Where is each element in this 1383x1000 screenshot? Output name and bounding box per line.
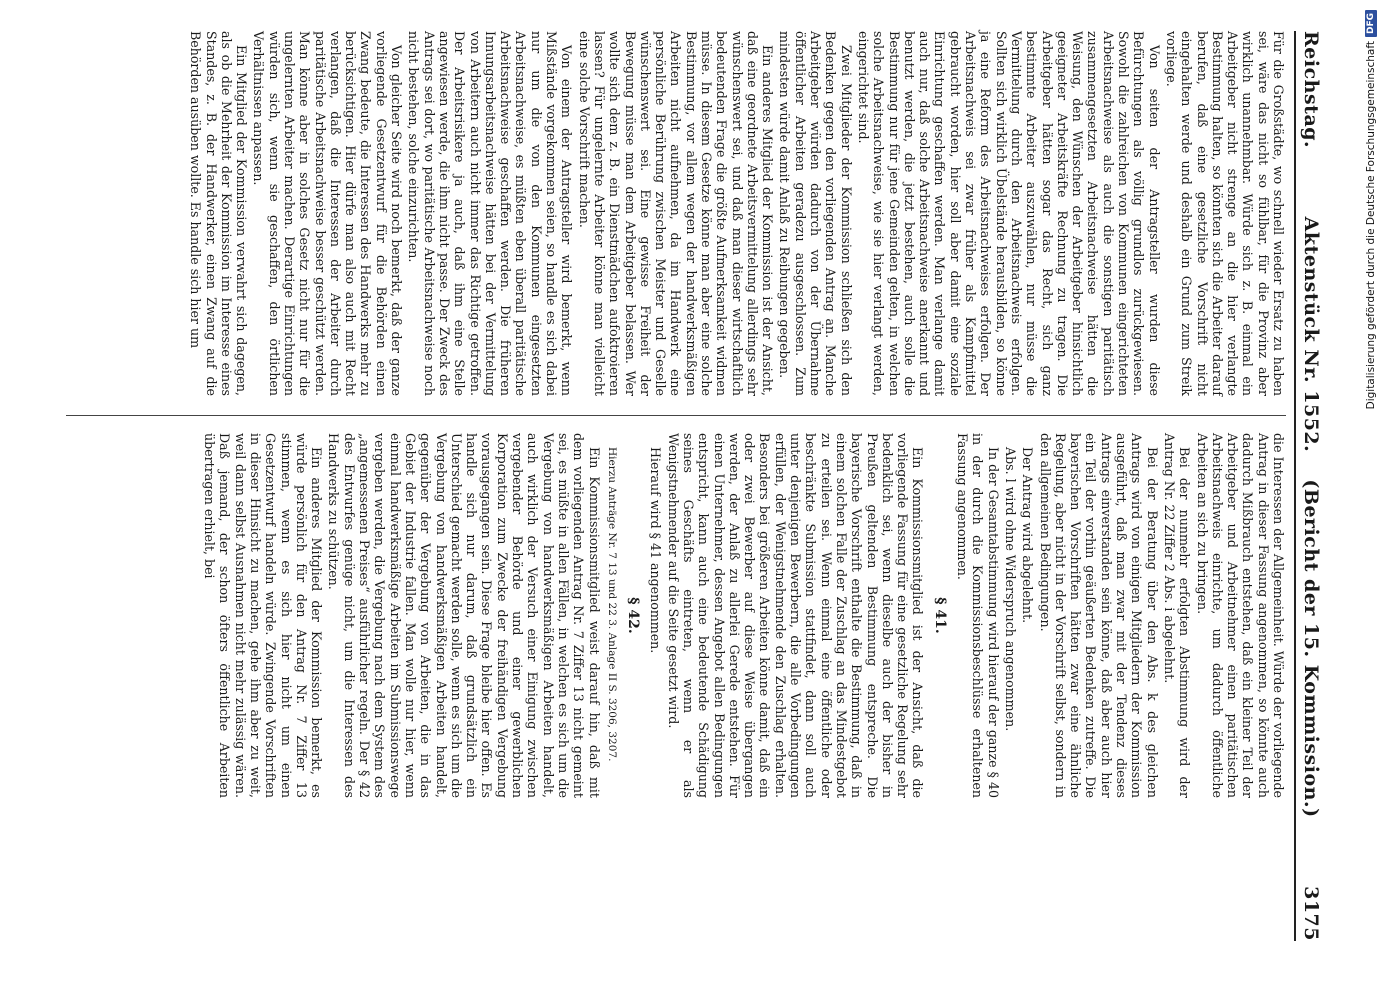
header-document-number: Aktenstück Nr. 1552. xyxy=(1300,216,1322,453)
paragraph: Von einem der Antragsteller wird bemerkt, wenn Mißstände vorgekommen seien, so handle es sich dabei nur um die von den Kommunen eingesetzten Arbeitsnachweise, es müßten eben überall paritätische Arbeitsnachweise geschaffen werden. Die früheren Innungsarbeitsnachweise hätten bei der Vermittelung von Arbeitern auch nicht immer das Richtige getroffen. Der Arbeitsrisikere ja auch, daß ihm eine Stelle angewiesen werde, die ihm nicht passe. Der Zweck des Antrags sei dort, wo paritätische Arbeitsnachweise noch nicht bestehen, solche einzurichten. xyxy=(406,31,575,396)
paragraph: Ein anderes Mitglied der Kommission ist der Ansicht, daß eine geordnete Arbeitsvermittelung allerdings sehr wünschenswert sei, und daß man dieser wirtschaftlich bedeutenden Frage die größte Aufmerksamkeit widmen müsse. In diesem Gesetze könne man aber eine solche Bestimmung, vor allem wegen der handwerksmäßigen Arbeiten nicht aufnehmen, da im Handwerk eine persönliche Berührung zwischen Meister und Geselle wünschenswert sei. Eine gewisse Freiheit der Bewegung müsse man dem Arbeitgeber belassen. Wer wollte sich dem z. B. ein Dienstmädchen aufoktroieren lassen? Für ungelernte Arbeiter könne man vielleicht eine solche Vorschrift machen. xyxy=(576,31,776,396)
section-heading-42: § 42. xyxy=(625,597,642,634)
paragraph: Ein Kommissionsmitglied weist darauf hin, daß mit dem vorliegenden Antrag Nr. 7 Ziffer 13 nicht gemeint sei, es müßte in allen Fällen, in welchen es sich um die Vergebung von handwerksmäßigen Arbeiten handelt, auch wirklich der Versuch einer Einigung zwischen vergebender Behörde und einer gewerblichen Korporation zum Zwecke der freihändigen Vergebung vorausgegangen sein. Diese Frage bleibe hier offen. Es handle sich nur darum, daß grundsätzlich ein Unterschied gemacht werden solle, wenn es sich um die Vergebung von handwerksmäßigen Arbeiten handelt, gegenüber der Vergebung von Arbeiten, die in das Gebiet der Industrie fallen. Man wolle nur hier, wenn einmal handwerksmäßige Arbeiten im Submissionswege vergeben werden, die Vergebung nach dem System des „angemessenen Preises“ ausführlicher regeln. Der § 42 des Entwurfes genüge nicht, um die Interessen des Handwerks zu schützen. xyxy=(326,433,602,798)
section-heading-41: § 41. xyxy=(931,597,948,634)
credit-text: Digitalisierung gefördert durch die Deutsche Forschungsgemeinschaft xyxy=(1365,41,1377,410)
dfg-logo-icon: DFG xyxy=(1365,10,1377,37)
paragraph: Hierauf wird § 41 angenommen. xyxy=(648,447,664,654)
paragraph: Bei der nunmehr erfolgten Abstimmung wird der Antrag Nr. 22 Ziffer 2 Abs. i abgelehnt. xyxy=(1161,433,1193,798)
paragraph: Ein Kommissionsmitglied ist der Ansicht, daß die vorliegende Fassung für eine gesetzliche Regelung sehr bedenklich sei, wenn dieselbe auch der bisher in Preußen geltenden Bestimmung entspreche. Die bayerische Vorschrift enthalte die Bestimmung, daß in einem solchen Falle der Zuschlag an das Mindestgebot zu erteilen sei. Wenn einmal eine öffentliche oder beschränkte Submission stattfindet, dann soll auch unter denjenigen Bewerbern, die alle Vorbedingungen erfüllen, der Wenigstnehmende den Zuschlag erhalten. Besonders bei größeren Arbeiten könne damit, daß ein oder zwei Bewerber auf diese Weise übergangen werden, der Anlaß zu allerlei Gerede entstehen. Für einen Unternehmer, dessen Angebot allen Bedingungen entspricht, kann auch eine bedeutende Schädigung seines Geschäfts eintreten, wenn er als Wenigstnehmender auf die Seite gesetzt wird. xyxy=(665,433,926,798)
column-divider xyxy=(66,415,1286,416)
header-report-title: (Bericht der 15. Kommission.) xyxy=(1300,479,1322,818)
paragraph: Der Antrag wird abgelehnt. xyxy=(1020,447,1036,624)
paragraph: Bei der Beratung über den Abs. k des gleichen Antrags wird von einigen Mitgliedern der Kommission ausgeführt, daß man zwar mit der Tendenz dieses Antrags einverstanden sein könne, daß aber auch hier ein Teil der vorhin geäußerten Bedenken zutreffe. Die bayerischen Vorschriften hätten zwar eine ähnliche Regelung, aber nicht in der Vorschrift selbst, sondern in den allgemeinen Bedingungen. xyxy=(1037,433,1160,798)
paragraph: Ein Mitglied der Kommission verwahrt sich dagegen, als ob die Mehrheit der Kommission im Interesse eines Standes, z. B. der Handwerker, einen Zwang auf die Behörden ausüben wollte. Es handle sich hier um xyxy=(188,31,250,396)
page-header xyxy=(1300,31,1340,941)
paragraph: Abs. l wird ohne Widerspruch angenommen. xyxy=(1002,447,1018,732)
header-left: Reichstag. xyxy=(1300,31,1322,149)
paragraph: Zwei Mitglieder der Kommission schließen sich den Bedenken gegen den vorliegenden Antrag an. Manche Arbeitgeber würden dadurch von der Übernahme öffentlicher Arbeiten geradezu ausgeschlossen. Zum mindesten würde damit Anlaß zu Reibungen gegeben. xyxy=(777,31,854,396)
header-center xyxy=(1300,148,1322,886)
document-page xyxy=(40,1,1340,971)
page-number: 3175 xyxy=(1300,886,1322,941)
paragraph: Für die Großstädte, wo schnell wieder Ersatz zu haben sei, wäre das nicht so fühlbar, für die Provinz aber wirklich unannehmbar. Würde sich z. B. einmal ein Arbeitgeber nicht strenge an die hier verlangte Bestimmung halten, so könnten sich die Arbeiter darauf berufen, daß eine gesetzliche Vorschrift nicht eingehalten werde und deshalb ein Grund zum Streik vorliege. xyxy=(1163,31,1286,396)
paragraph: Ein anderes Mitglied der Kommission bemerkt, es würde persönlich für den Antrag Nr. 7 Ziffer 13 stimmen, wenn es sich hier nicht um einen Gesetzentwurf handeln würde. Zwingende Vorschriften in dieser Hinsicht zu machen, gehe ihm aber zu weit, weil dann selbst Ausnahmen nicht mehr zulässig wären. Daß jemand, der schon öfters öffentliche Arbeiten übertragen erhielt, bei xyxy=(202,433,325,798)
header-rule xyxy=(1294,31,1296,941)
paragraph: Von gleicher Seite wird noch bemerkt, daß der ganze vorliegende Gesetzentwurf für die Behörden einen Zwang bedeute, die Interessen des Handwerks mehr zu berücksichtigen. Hier dürfe man also auch mit Recht verlangen, daß die Interessen der Arbeiter durch paritätische Arbeitsnachweise besser geschützt werden. Man könne aber in solches Gesetz nicht nur für die ungelernten Arbeiter machen. Derartige Einrichtungen würden sich, wenn sie geschaffen, den örtlichen Verhältnissen anpassen. xyxy=(251,31,405,396)
section-reference: Hierzu Anträge Nr. 7 13 und 22 3. Anlage II S. 3206, 3207. xyxy=(605,447,618,762)
left-column xyxy=(186,31,1286,396)
right-column xyxy=(200,433,1286,798)
side-credit xyxy=(1363,10,1379,995)
paragraph: In der Gesamtabstimmung wird hierauf der ganze § 40 in der durch die Kommissionsbeschlüsse erhaltenen Fassung angenommen. xyxy=(955,433,1001,798)
paragraph: Von seiten der Antragsteller wurden diese Befürchtungen als völlig grundlos zurückgewiesen. Sowohl die zahlreichen von Kommunen eingerichteten Arbeitsnachweise als auch die sonstigen paritätisch zusammengesetzten Arbeitsnachweise hätten die Weisung, den Wünschen der Arbeitgeber hinsichtlich geeigneter Arbeitskräfte Rechnung zu tragen. Die Arbeitgeber hätten sogar das Recht, sich ganz bestimmte Arbeiter auszuwählen, nur müsse die Vermittelung durch den Arbeitsnachweis erfolgen. Sollten sich wirklich Übelstände herausbilden, so könne ja eine Reform des Arbeitsnachweises erfolgen. Der Arbeitsnachweis sei zwar früher als Kampfmittel gebraucht worden, hier soll aber damit eine soziale Einrichtung geschaffen werden. Man verlange damit auch nur, daß solche Arbeitsnachweise anerkannt und benutzt werden, die jetzt bestehen, auch solle die Bestimmung nur für jene Gemeinden gelten, in welchen solche Arbeitsnachweise, wie sie hier verlangt werden, eingerichtet sind. xyxy=(855,31,1162,396)
paragraph: die Interessen der Allgemeinheit. Würde der vorliegende Antrag in dieser Fassung angenommen, so könnte auch dadurch Mißbrauch entstehen, daß ein kleiner Teil der Arbeitgeber und Arbeitnehmer einen paritätischen Arbeitsnachweis einrichte, um dadurch öffentliche Arbeiten an sich zu bringen. xyxy=(1194,433,1286,798)
